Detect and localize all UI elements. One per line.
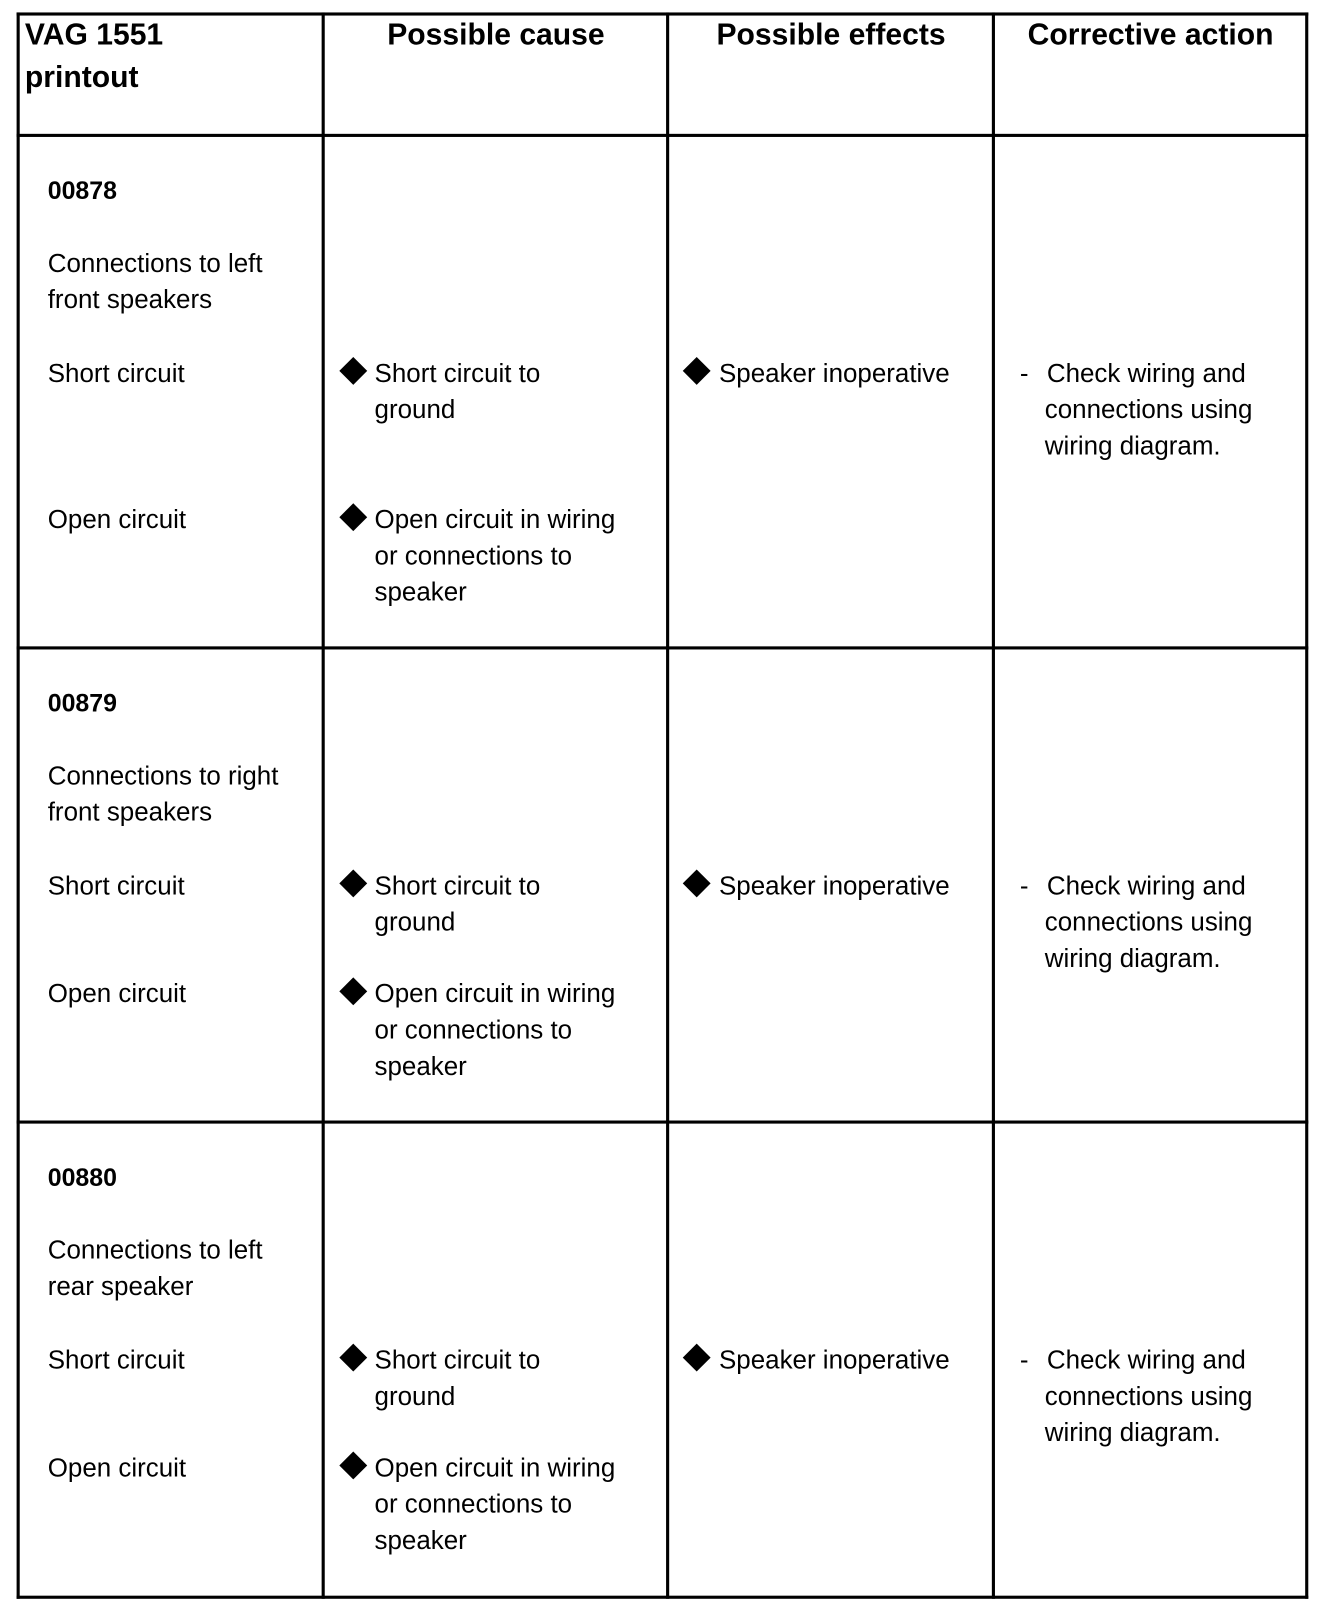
header-vag-printout: VAG 1551 (24, 18, 164, 52)
cause-text: ground (374, 395, 456, 425)
fault-description: rear speaker (47, 1271, 194, 1302)
fault-code: 00878 (47, 177, 117, 206)
cause-text: or connections to (374, 1015, 573, 1045)
diamond-bullet-icon (339, 357, 367, 385)
fault-code: 00880 (47, 1164, 117, 1193)
header-corrective-action: Corrective action (1027, 18, 1274, 52)
corrective-action-text: connections using (1044, 395, 1253, 425)
header-possible-cause: Possible cause (387, 18, 605, 52)
fault-description: front speakers (47, 285, 213, 315)
dash-bullet: - (1019, 358, 1029, 389)
fault-description: Connections to right (47, 761, 279, 791)
fault-type-open: Open circuit (47, 1453, 187, 1483)
cause-text: Short circuit to (374, 358, 541, 389)
corrective-action-text: wiring diagram. (1044, 944, 1221, 974)
cause-text: speaker (374, 1052, 467, 1082)
table-border-bottom (17, 1596, 1309, 1599)
column-divider (322, 12, 325, 1598)
diamond-bullet-icon (683, 869, 711, 897)
header-vag-printout-line2: printout (24, 61, 139, 95)
dash-bullet: - (1019, 1345, 1029, 1375)
row-divider (17, 1121, 1309, 1124)
cause-text: ground (374, 907, 456, 937)
fault-type-short: Short circuit (47, 358, 185, 389)
cause-text: Open circuit in wiring (374, 979, 616, 1009)
effect-text: Speaker inoperative (718, 1345, 950, 1375)
corrective-action-text: Check wiring and (1046, 871, 1246, 901)
corrective-action-text: Check wiring and (1046, 358, 1246, 389)
fault-description: Connections to left (47, 1235, 263, 1265)
effect-text: Speaker inoperative (718, 358, 950, 389)
cause-text: Open circuit in wiring (374, 505, 616, 535)
diamond-bullet-icon (339, 977, 367, 1005)
diamond-bullet-icon (683, 1344, 711, 1372)
fault-description: Connections to left (47, 249, 263, 279)
corrective-action-text: Check wiring and (1046, 1345, 1246, 1375)
corrective-action-text: wiring diagram. (1044, 431, 1221, 461)
fault-type-open: Open circuit (47, 979, 187, 1009)
fault-type-short: Short circuit (47, 871, 185, 901)
effect-text: Speaker inoperative (718, 871, 950, 901)
cause-text: or connections to (374, 541, 573, 571)
diamond-bullet-icon (339, 869, 367, 897)
header-possible-effects: Possible effects (716, 18, 946, 52)
corrective-action-text: wiring diagram. (1044, 1418, 1221, 1448)
column-divider (17, 12, 20, 1598)
cause-text: or connections to (374, 1489, 573, 1519)
diamond-bullet-icon (339, 503, 367, 531)
diamond-bullet-icon (339, 1344, 367, 1372)
column-divider (666, 12, 669, 1598)
cause-text: speaker (374, 1526, 467, 1556)
row-divider (17, 134, 1309, 137)
cause-text: speaker (374, 577, 467, 607)
corrective-action-text: connections using (1044, 1381, 1253, 1411)
fault-type-open: Open circuit (47, 505, 187, 535)
diamond-bullet-icon (683, 357, 711, 385)
cause-text: Short circuit to (374, 871, 541, 901)
cause-text: ground (374, 1381, 456, 1411)
row-divider (17, 646, 1309, 649)
column-divider (992, 12, 995, 1598)
column-divider (1305, 12, 1308, 1598)
fault-type-short: Short circuit (47, 1345, 185, 1375)
diamond-bullet-icon (339, 1452, 367, 1480)
cause-text: Short circuit to (374, 1345, 541, 1375)
fault-code: 00879 (47, 689, 117, 718)
cause-text: Open circuit in wiring (374, 1453, 616, 1483)
fault-description: front speakers (47, 797, 213, 827)
corrective-action-text: connections using (1044, 907, 1253, 937)
dash-bullet: - (1019, 871, 1029, 901)
